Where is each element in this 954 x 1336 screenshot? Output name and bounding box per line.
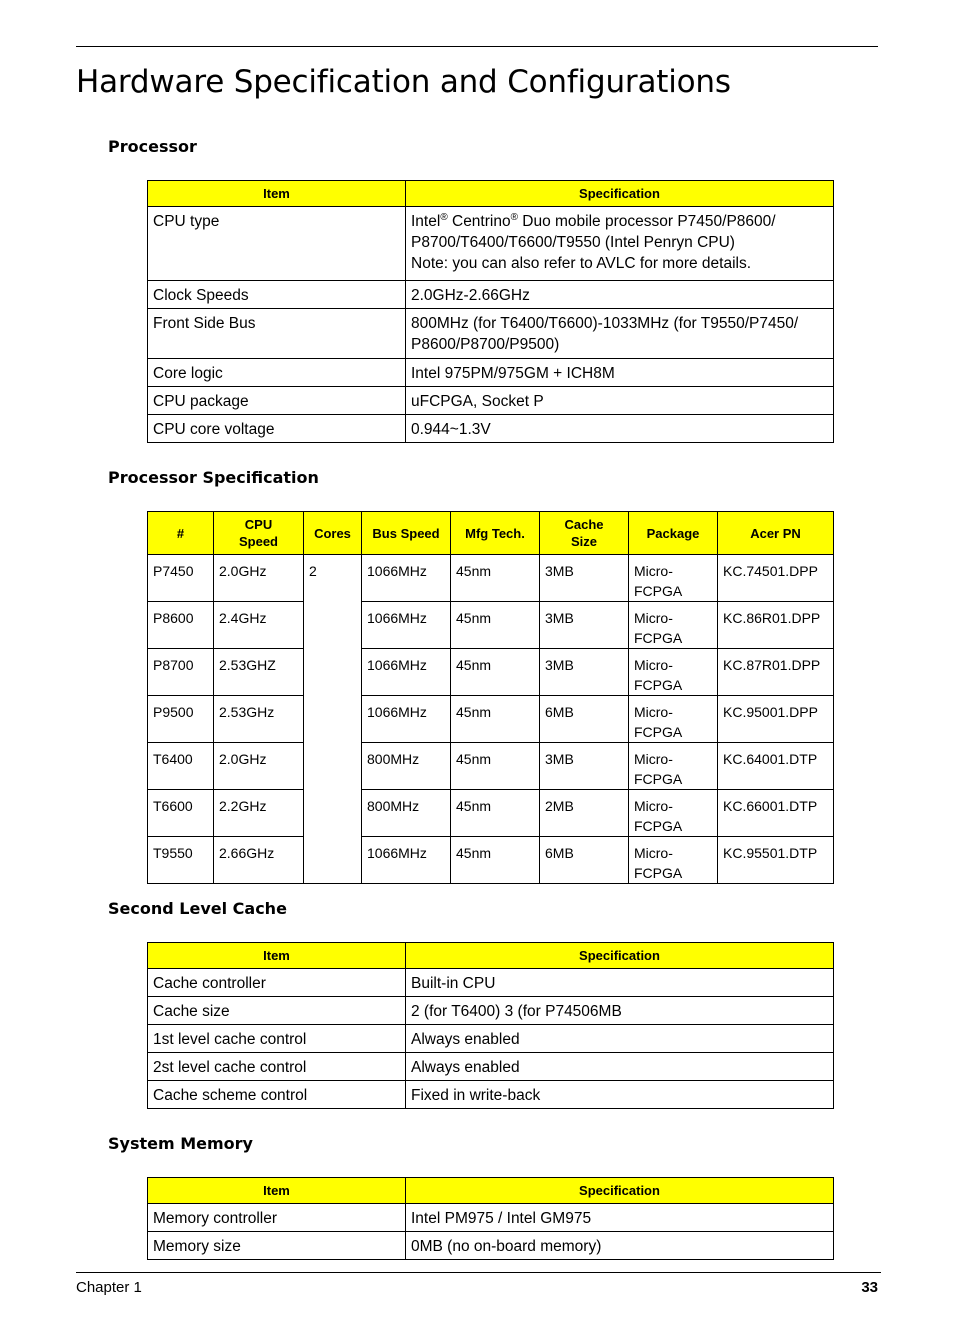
cell-item: CPU type (148, 207, 406, 281)
cell-model: T6600 (148, 790, 214, 837)
cell-model: P8600 (148, 602, 214, 649)
cell-spec: 0.944~1.3V (406, 415, 834, 443)
footer-chapter: Chapter 1 (76, 1279, 142, 1296)
table-row (148, 207, 834, 281)
table-row (148, 359, 834, 387)
second-level-cache-table (147, 942, 834, 1109)
cell-spec: Always enabled (406, 1025, 834, 1053)
column-header-acer-pn: Acer PN (718, 512, 834, 555)
second-level-cache-heading: Second Level Cache (108, 899, 287, 918)
cell-mfg-tech: 45nm (451, 837, 540, 884)
cell-mfg-tech: 45nm (451, 602, 540, 649)
table-header-row (148, 512, 834, 555)
table-row (148, 649, 834, 696)
cell-bus-speed: 1066MHz (362, 555, 451, 602)
column-header-specification: Specification (406, 181, 834, 207)
cell-cache-size: 3MB (540, 555, 629, 602)
table-header-row (148, 181, 834, 207)
column-header-item: Item (148, 943, 406, 969)
column-header-specification: Specification (406, 1178, 834, 1204)
cell-cpu-speed: 2.0GHz (214, 743, 304, 790)
processor-heading: Processor (108, 137, 197, 156)
cell-model: P8700 (148, 649, 214, 696)
table-header-row (148, 943, 834, 969)
column-header-bus-speed: Bus Speed (362, 512, 451, 555)
cell-cpu-speed: 2.4GHz (214, 602, 304, 649)
cell-package: Micro- FCPGA (629, 555, 718, 602)
table-row (148, 837, 834, 884)
system-memory-heading: System Memory (108, 1134, 253, 1153)
table-row (148, 1053, 834, 1081)
cell-bus-speed: 1066MHz (362, 696, 451, 743)
cell-spec: uFCPGA, Socket P (406, 387, 834, 415)
column-header-specification: Specification (406, 943, 834, 969)
cell-mfg-tech: 45nm (451, 649, 540, 696)
cell-model: T6400 (148, 743, 214, 790)
cell-cores: 2 (304, 555, 362, 884)
cell-mfg-tech: 45nm (451, 555, 540, 602)
column-header-cpu-speed: CPU Speed (214, 512, 304, 555)
cell-spec: 2.0GHz-2.66GHz (406, 281, 834, 309)
table-row (148, 281, 834, 309)
cell-item: 1st level cache control (148, 1025, 406, 1053)
cell-cache-size: 3MB (540, 743, 629, 790)
cell-package: Micro- FCPGA (629, 790, 718, 837)
cell-item: Core logic (148, 359, 406, 387)
cell-package: Micro- FCPGA (629, 602, 718, 649)
table-row (148, 1025, 834, 1053)
column-header-cores: Cores (304, 512, 362, 555)
cell-package: Micro- FCPGA (629, 743, 718, 790)
cell-item: Front Side Bus (148, 309, 406, 359)
cell-spec: Fixed in write-back (406, 1081, 834, 1109)
cell-mfg-tech: 45nm (451, 743, 540, 790)
cell-cpu-speed: 2.0GHz (214, 555, 304, 602)
cell-model: T9550 (148, 837, 214, 884)
cell-bus-speed: 1066MHz (362, 649, 451, 696)
cell-cache-size: 6MB (540, 696, 629, 743)
cell-acer-pn: KC.87R01.DPP (718, 649, 834, 696)
column-header-item: Item (148, 1178, 406, 1204)
cell-package: Micro- FCPGA (629, 649, 718, 696)
processor-spec-heading: Processor Specification (108, 468, 319, 487)
cell-item: Clock Speeds (148, 281, 406, 309)
column-header-mfg-tech: Mfg Tech. (451, 512, 540, 555)
cell-item: CPU core voltage (148, 415, 406, 443)
cell-cache-size: 3MB (540, 649, 629, 696)
cell-spec: Intel 975PM/975GM + ICH8M (406, 359, 834, 387)
cell-bus-speed: 1066MHz (362, 602, 451, 649)
cell-spec: Always enabled (406, 1053, 834, 1081)
cell-package: Micro- FCPGA (629, 837, 718, 884)
registered-mark: ® (510, 212, 518, 223)
cell-item: Cache scheme control (148, 1081, 406, 1109)
cell-bus-speed: 1066MHz (362, 837, 451, 884)
cell-item: 2st level cache control (148, 1053, 406, 1081)
table-row (148, 555, 834, 602)
page-title: Hardware Specification and Configurations (76, 64, 731, 100)
system-memory-table (147, 1177, 834, 1260)
cell-cpu-speed: 2.66GHz (214, 837, 304, 884)
cell-item: Memory size (148, 1232, 406, 1260)
cell-model: P9500 (148, 696, 214, 743)
column-header-number: # (148, 512, 214, 555)
column-header-cache-size: Cache Size (540, 512, 629, 555)
cell-item: Cache controller (148, 969, 406, 997)
cell-item: Cache size (148, 997, 406, 1025)
cell-model: P7450 (148, 555, 214, 602)
cell-spec: 2 (for T6400) 3 (for P74506MB (406, 997, 834, 1025)
table-row (148, 415, 834, 443)
processor-table (147, 180, 834, 443)
cell-acer-pn: KC.66001.DTP (718, 790, 834, 837)
cell-cpu-speed: 2.53GHz (214, 696, 304, 743)
table-row (148, 1204, 834, 1232)
cell-cache-size: 6MB (540, 837, 629, 884)
cell-bus-speed: 800MHz (362, 743, 451, 790)
cell-acer-pn: KC.95501.DTP (718, 837, 834, 884)
registered-mark: ® (440, 212, 448, 223)
cell-acer-pn: KC.64001.DTP (718, 743, 834, 790)
table-row (148, 696, 834, 743)
cell-spec: Intel PM975 / Intel GM975 (406, 1204, 834, 1232)
cell-spec: Intel® Centrino® Duo mobile processor P7450/P8600/ P8700/T6400/T6600/T9550 (Intel Penryn CPU) Note: you can also refer to AVLC for more details. (406, 207, 834, 281)
table-row (148, 387, 834, 415)
cell-cpu-speed: 2.2GHz (214, 790, 304, 837)
cell-mfg-tech: 45nm (451, 696, 540, 743)
table-row (148, 743, 834, 790)
cell-mfg-tech: 45nm (451, 790, 540, 837)
table-header-row (148, 1178, 834, 1204)
processor-spec-table (147, 511, 834, 884)
footer-page-number: 33 (861, 1279, 878, 1296)
cell-package: Micro- FCPGA (629, 696, 718, 743)
cell-spec: 0MB (no on-board memory) (406, 1232, 834, 1260)
cell-acer-pn: KC.86R01.DPP (718, 602, 834, 649)
footer-rule (76, 1272, 881, 1273)
cell-cache-size: 3MB (540, 602, 629, 649)
table-row (148, 1081, 834, 1109)
table-row (148, 997, 834, 1025)
cell-spec: 800MHz (for T6400/T6600)-1033MHz (for T9550/P7450/ P8600/P8700/P9500) (406, 309, 834, 359)
cell-bus-speed: 800MHz (362, 790, 451, 837)
top-rule (76, 46, 878, 47)
cell-acer-pn: KC.95001.DPP (718, 696, 834, 743)
cell-spec: Built-in CPU (406, 969, 834, 997)
table-row (148, 1232, 834, 1260)
cell-cpu-speed: 2.53GHZ (214, 649, 304, 696)
table-row (148, 790, 834, 837)
cell-item: CPU package (148, 387, 406, 415)
cell-cache-size: 2MB (540, 790, 629, 837)
cell-item: Memory controller (148, 1204, 406, 1232)
column-header-item: Item (148, 181, 406, 207)
column-header-package: Package (629, 512, 718, 555)
table-row (148, 969, 834, 997)
table-row (148, 602, 834, 649)
cell-acer-pn: KC.74501.DPP (718, 555, 834, 602)
table-row (148, 309, 834, 359)
